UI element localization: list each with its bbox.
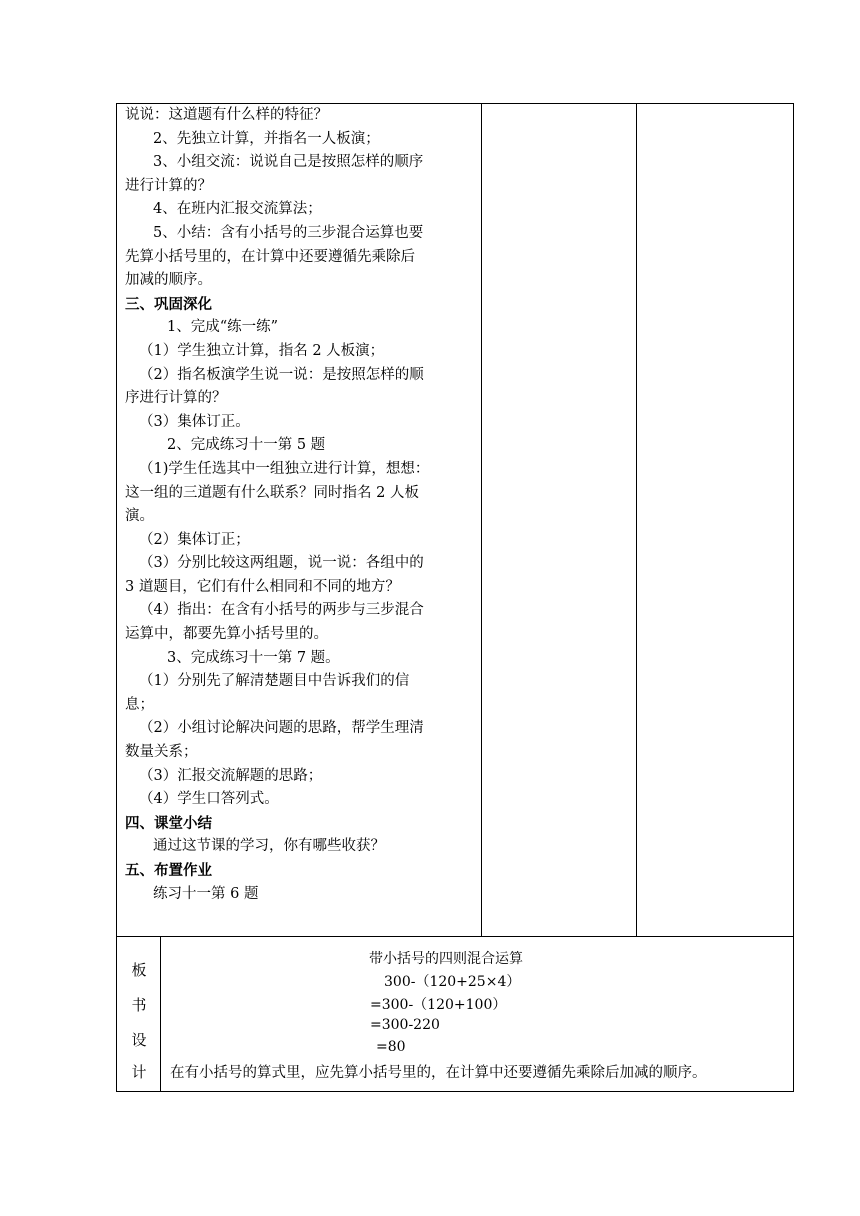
lesson-line: 进行计算的？ — [125, 177, 212, 194]
board-summary: 在有小括号的算式里，应先算小括号里的，在计算中还要遵循先乘除后加减的顺序。 — [170, 1065, 707, 1081]
board-label-char: 书 — [131, 996, 147, 1014]
lesson-line: （1）分别先了解清楚题目中告诉我们的信 — [139, 673, 410, 690]
board-label-char: 板 — [131, 961, 147, 979]
board-expression-line: 300-（120+25×4） — [384, 974, 521, 990]
lesson-line: 演。 — [125, 508, 154, 525]
lesson-line: 3、小组交流：说说自己是按照怎样的顺序 — [153, 154, 424, 171]
lesson-line: 这一组的三道题有什么联系？同时指名 2 人板 — [125, 484, 419, 501]
lesson-line: 说说：这道题有什么样的特征？ — [125, 107, 328, 123]
notes-cell — [637, 104, 793, 936]
lesson-line: 息； — [125, 696, 154, 713]
lesson-line: （3）分别比较这两组题，说一说：各组中的 — [139, 555, 424, 572]
section-heading: 五、布置作业 — [125, 862, 212, 879]
lesson-line: 数量关系； — [125, 744, 198, 761]
section-heading: 三、巩固深化 — [125, 295, 212, 313]
lesson-line: 先算小括号里的，在计算中还要遵循先乘除后 — [125, 248, 415, 265]
section-heading: 四、课堂小结 — [125, 814, 212, 832]
lesson-line: 练习十一第 6 题 — [153, 885, 259, 902]
lesson-line: 3 道题目，它们有什么相同和不同的地方？ — [125, 578, 400, 595]
lesson-line: 2、先独立计算，并指名一人板演； — [153, 130, 380, 147]
lesson-line: 5、小结：含有小括号的三步混合运算也要 — [153, 224, 424, 241]
board-design-label — [117, 937, 161, 1091]
lesson-line: 运算中，都要先算小括号里的。 — [125, 626, 328, 643]
lesson-line: 1、完成“练一练” — [167, 319, 279, 336]
lesson-line: （1)学生任选其中一组独立进行计算，想想： — [139, 460, 430, 477]
lesson-table — [116, 103, 794, 937]
board-label-char: 计 — [131, 1063, 147, 1081]
lesson-line: 序进行计算的？ — [125, 390, 227, 407]
lesson-line: （4）指出：在含有小括号的两步与三步混合 — [139, 602, 424, 619]
lesson-line: （3）集体订正。 — [139, 413, 250, 430]
lesson-line: （3）汇报交流解题的思路； — [139, 767, 323, 784]
board-design-content — [161, 937, 793, 1091]
lesson-line: 2、完成练习十一第 5 题 — [167, 437, 326, 454]
board-design-table — [116, 936, 794, 1092]
lesson-line: （2）小组讨论解决问题的思路，帮学生理清 — [139, 720, 424, 737]
board-expression-line: =300-220 — [370, 1017, 440, 1033]
lesson-line: 4、在班内汇报交流算法； — [153, 201, 322, 218]
lesson-line: （4）学生口答列式。 — [139, 791, 279, 808]
lesson-line: 加减的顺序。 — [125, 272, 212, 289]
board-label-char: 设 — [131, 1031, 147, 1049]
lesson-process-cell — [117, 104, 482, 936]
student-activity-cell — [482, 104, 637, 936]
lesson-line: （2）指名板演学生说一说：是按照怎样的顺 — [139, 366, 424, 383]
lesson-line: （1）学生独立计算，指名 2 人板演； — [139, 342, 385, 359]
lesson-line: （2）集体订正； — [139, 531, 250, 548]
board-expression-line: =80 — [376, 1039, 406, 1055]
lesson-text-block — [125, 104, 477, 906]
lesson-line: 3、完成练习十一第 7 题。 — [167, 649, 340, 666]
board-title: 带小括号的四则混合运算 — [369, 951, 523, 967]
lesson-line: 通过这节课的学习，你有哪些收获？ — [153, 838, 385, 855]
board-expression-line: =300-（120+100） — [370, 997, 507, 1013]
